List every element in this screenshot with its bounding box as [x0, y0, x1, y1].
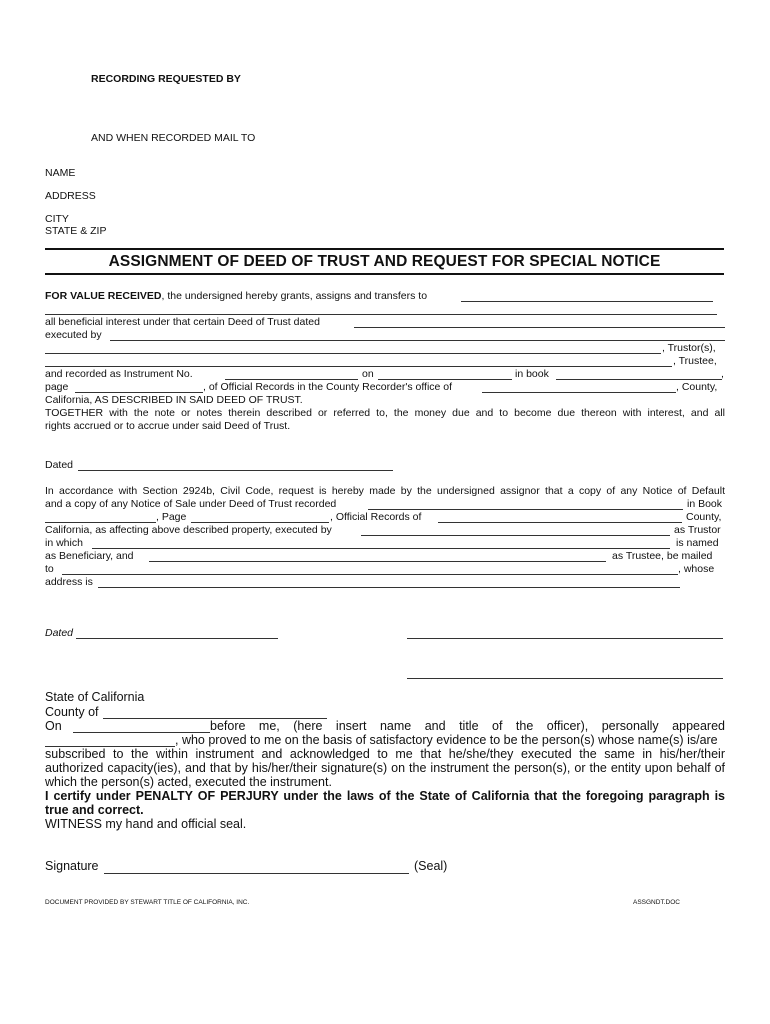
mail-to-name-field[interactable] [62, 574, 678, 575]
grants-text: , the undersigned hereby grants, assigns and transfers to [161, 290, 428, 302]
proved-text: , who proved to me on the basis of satisfactory evidence to be the person(s) whose name(s) is/are [175, 733, 718, 747]
title-bottom-rule [45, 273, 724, 275]
notary-line-5: which the person(s) acted, executed the instrument. [45, 775, 332, 789]
recorded-field[interactable] [368, 509, 683, 510]
assignor-signature-line-2[interactable] [407, 678, 723, 679]
beneficial-interest-text: all beneficial interest under that certain Deed of Trust dated [45, 316, 320, 328]
before-me-text: before me, (here insert name and title of the officer), personally appeared [210, 719, 725, 733]
be-mailed-label: as Trustee, be mailed [612, 550, 713, 562]
together-line-2: rights accrued or to accrue under said Deed of Trust. [45, 420, 291, 432]
for-value-received: FOR VALUE RECEIVED [45, 290, 162, 302]
county-label: County, [686, 511, 722, 523]
in-which-label: in which [45, 537, 83, 549]
together-line-1: TOGETHER with the note or notes therein described or referred to, the money due and to become due thereon with interest, and all [45, 407, 725, 419]
document-title: ASSIGNMENT OF DEED OF TRUST AND REQUEST FOR SPECIAL NOTICE [108, 253, 661, 270]
trustee-name-field[interactable] [149, 561, 606, 562]
whose-label: , whose [678, 563, 715, 575]
official-records-county-field[interactable] [438, 522, 682, 523]
trustor-executed-field[interactable] [361, 535, 670, 536]
county-of-label: County of [45, 705, 99, 719]
request-line-2a: and a copy of any Notice of Sale under Deed of Trust recorded [45, 498, 337, 510]
dated-field[interactable] [78, 470, 393, 471]
county-recorder-field[interactable] [482, 392, 676, 393]
certify-line-2: true and correct. [45, 803, 144, 817]
as-beneficiary-label: as Beneficiary, and [45, 550, 134, 562]
witness-text: WITNESS my hand and official seal. [45, 817, 247, 831]
address-label: ADDRESS [45, 190, 96, 202]
request-line-1: In accordance with Section 2924b, Civil Code, request is hereby made by the undersigned assignor that a copy of any Notice of Default [45, 485, 725, 497]
dated-2-label: Dated [45, 627, 74, 639]
on-label: On [45, 719, 62, 733]
seal-label: (Seal) [414, 859, 448, 873]
county-text: , County, [676, 381, 718, 393]
mailing-address-field[interactable] [98, 587, 680, 588]
mail-to-label: AND WHEN RECORDED MAIL TO [91, 132, 256, 144]
for-value-line [45, 290, 427, 302]
page-field[interactable] [75, 392, 203, 393]
signature-label: Signature [45, 859, 99, 873]
certify-line-1: I certify under PENALTY OF PERJURY under the laws of the State of California that the foregoing paragraph is [45, 789, 725, 803]
dated-2-field[interactable] [76, 638, 278, 639]
deed-date-field[interactable] [354, 327, 725, 328]
assignor-signature-line-1[interactable] [407, 638, 723, 639]
page-text: page [45, 381, 69, 393]
california-described-text: California, AS DESCRIBED IN SAID DEED OF TRUST. [45, 394, 303, 406]
dated-label: Dated [45, 459, 74, 471]
title-top-rule [45, 248, 724, 250]
assignee-field[interactable] [461, 301, 713, 302]
comma: , [721, 368, 724, 380]
official-records-text: , of Official Records in the County Recorder's office of [203, 381, 453, 393]
official-records-of-label: , Official Records of [330, 511, 422, 523]
footer-provided-by: DOCUMENT PROVIDED BY STEWART TITLE OF CALIFORNIA, INC. [45, 899, 250, 906]
recorded-as-text: and recorded as Instrument No. [45, 368, 193, 380]
beneficiary-name-field[interactable] [92, 548, 670, 549]
name-label: NAME [45, 167, 76, 179]
address-is-label: address is [45, 576, 93, 588]
trustors-text: , Trustor(s), [662, 342, 716, 354]
book-field[interactable] [556, 379, 722, 380]
city-label: CITY [45, 213, 69, 225]
in-book-label: in Book [687, 498, 723, 510]
recording-requested-label: RECORDING REQUESTED BY [91, 73, 241, 85]
footer-doc-code: ASSGNDT.DOC [633, 899, 680, 906]
state-label: State of California [45, 690, 145, 704]
book-no-field[interactable] [45, 522, 156, 523]
in-book-text: in book [515, 368, 549, 380]
trustee-field[interactable] [45, 366, 672, 367]
page-no-field[interactable] [191, 522, 329, 523]
notary-line-3: subscribed to the within instrument and acknowledged to me that he/she/they executed the same in his/her/their [45, 747, 725, 761]
assignee-field-line2[interactable] [45, 314, 717, 315]
as-trustor-label: as Trustor [674, 524, 721, 536]
trustor-field[interactable] [45, 353, 661, 354]
instrument-no-field[interactable] [225, 379, 358, 380]
state-zip-label: STATE & ZIP [45, 225, 107, 237]
is-named-label: is named [676, 537, 719, 549]
executed-by-text: executed by [45, 329, 102, 341]
trustee-text: , Trustee, [673, 355, 717, 367]
page-label: , Page [156, 511, 187, 523]
notary-line-4: authorized capacity(ies), and that by his/her/their signature(s) on the instrument the person(s), or the entity upon behalf of [45, 761, 725, 775]
request-line-4a: California, as affecting above described property, executed by [45, 524, 332, 536]
to-label: to [45, 563, 54, 575]
executed-by-field[interactable] [110, 340, 725, 341]
on-text: on [362, 368, 374, 380]
notary-signature-field[interactable] [104, 873, 409, 874]
recorded-on-field[interactable] [378, 379, 512, 380]
